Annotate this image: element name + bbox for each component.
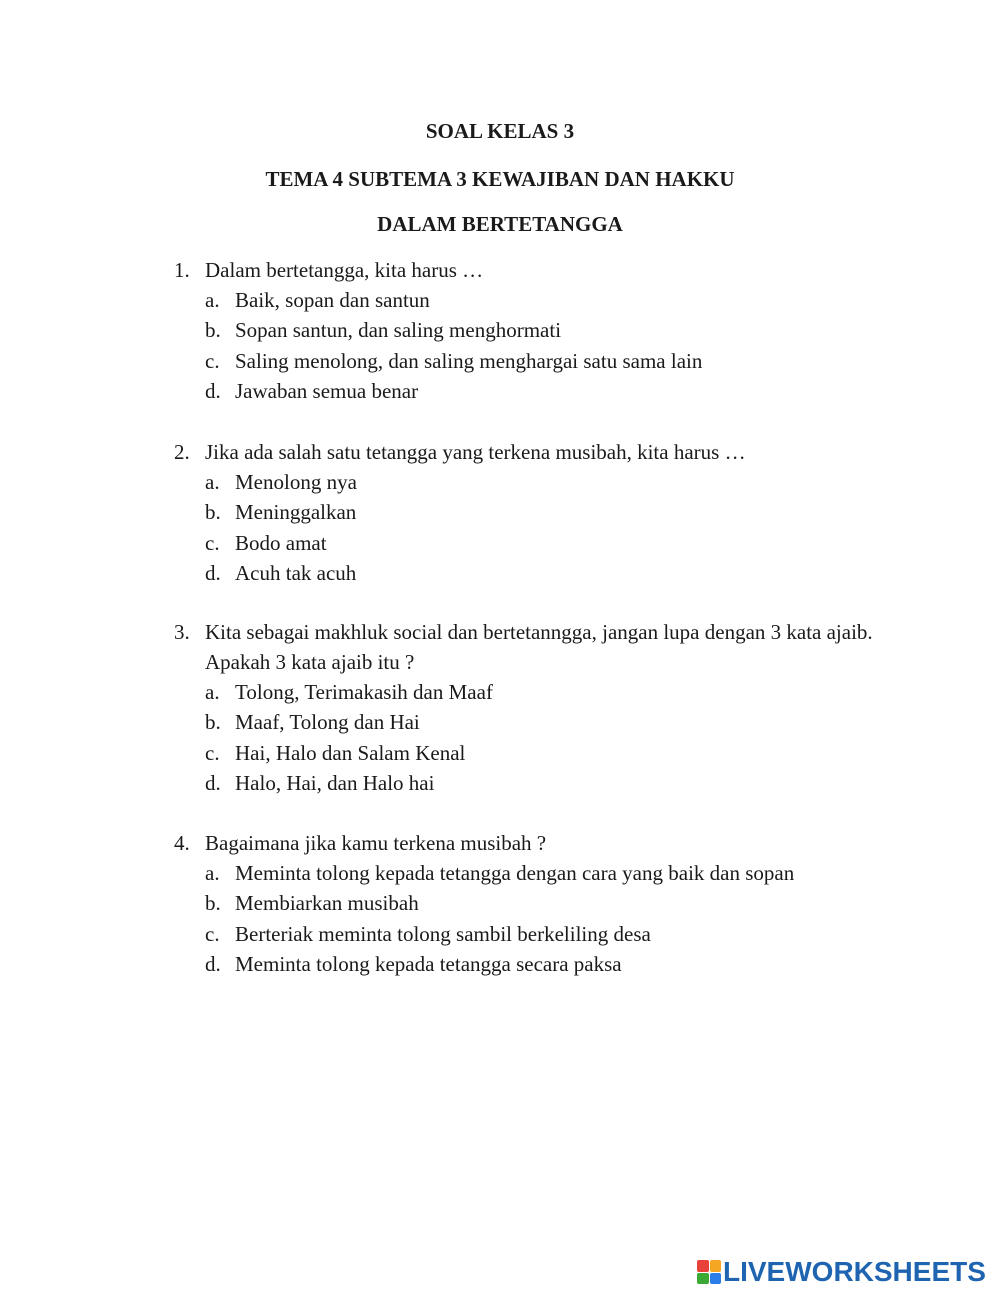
option-c[interactable] bbox=[174, 919, 904, 949]
option-text: Acuh tak acuh bbox=[235, 560, 357, 585]
option-a[interactable] bbox=[174, 467, 904, 497]
logo-square-2 bbox=[710, 1260, 722, 1272]
option-a[interactable] bbox=[174, 858, 904, 888]
liveworksheets-logo-icon bbox=[697, 1260, 721, 1284]
option-c[interactable] bbox=[174, 528, 904, 558]
option-d[interactable] bbox=[174, 558, 904, 588]
option-text: Halo, Hai, dan Halo hai bbox=[235, 770, 435, 795]
option-letter: c. bbox=[205, 348, 220, 373]
logo-square-1 bbox=[697, 1260, 709, 1272]
option-letter: a. bbox=[205, 861, 220, 885]
option-d[interactable] bbox=[174, 376, 904, 406]
option-text: Baik, sopan dan santun bbox=[235, 288, 430, 312]
logo-square-4 bbox=[710, 1273, 722, 1285]
logo-square-3 bbox=[697, 1273, 709, 1285]
option-text: Meminta tolong kepada tetangga secara paksa bbox=[235, 951, 622, 976]
option-letter: c. bbox=[205, 740, 220, 765]
question-number: 2. bbox=[174, 440, 190, 464]
option-letter: d. bbox=[205, 378, 221, 403]
question-2 bbox=[174, 437, 904, 588]
option-letter: d. bbox=[205, 951, 221, 976]
option-list bbox=[174, 467, 904, 588]
option-a[interactable] bbox=[174, 677, 904, 707]
question-4 bbox=[174, 828, 904, 979]
option-text: Maaf, Tolong dan Hai bbox=[235, 710, 420, 735]
option-text: Hai, Halo dan Salam Kenal bbox=[235, 740, 466, 765]
page-title: SOAL KELAS 3 bbox=[425, 119, 575, 143]
option-c[interactable] bbox=[174, 346, 904, 376]
option-text: Sopan santun, dan saling menghormati bbox=[235, 318, 562, 343]
option-text: Jawaban semua benar bbox=[235, 378, 419, 403]
option-d[interactable] bbox=[174, 768, 904, 798]
option-a[interactable] bbox=[174, 285, 904, 315]
option-list bbox=[174, 285, 904, 406]
option-text: Meninggalkan bbox=[235, 500, 357, 525]
option-text: Tolong, Terimakasih dan Maaf bbox=[235, 680, 493, 704]
question-text: Dalam bertetangga, kita harus … bbox=[205, 258, 484, 282]
liveworksheets-logo-text: LIVEWORKSHEETS bbox=[723, 1256, 986, 1287]
question-3 bbox=[174, 617, 904, 798]
option-list bbox=[174, 858, 904, 979]
option-text: Menolong nya bbox=[235, 470, 357, 494]
option-letter: c. bbox=[205, 530, 220, 555]
option-text: Bodo amat bbox=[235, 530, 327, 555]
option-text: Berteriak meminta tolong sambil berkeliling desa bbox=[235, 921, 651, 946]
page-subtitle-line2: DALAM BERTETANGGA bbox=[377, 212, 623, 236]
question-number: 4. bbox=[174, 831, 190, 855]
option-letter: b. bbox=[205, 710, 221, 735]
question-number: 1. bbox=[174, 258, 190, 282]
option-letter: a. bbox=[205, 470, 220, 494]
question-number: 3. bbox=[174, 620, 190, 644]
question-text: Kita sebagai makhluk social dan bertetanngga, jangan lupa dengan 3 kata ajaib. Apakah 3 kata ajaib itu ? bbox=[205, 620, 873, 674]
option-letter: d. bbox=[205, 560, 221, 585]
option-text: Membiarkan musibah bbox=[235, 891, 419, 916]
question-text: Jika ada salah satu tetangga yang terkena musibah, kita harus … bbox=[205, 440, 746, 464]
question-1 bbox=[174, 255, 904, 406]
option-text: Saling menolong, dan saling menghargai satu sama lain bbox=[235, 348, 703, 373]
option-b[interactable] bbox=[174, 315, 904, 345]
option-letter: a. bbox=[205, 288, 220, 312]
option-text: Meminta tolong kepada tetangga dengan cara yang baik dan sopan bbox=[235, 861, 795, 885]
option-list bbox=[174, 677, 904, 798]
option-c[interactable] bbox=[174, 738, 904, 768]
option-b[interactable] bbox=[174, 497, 904, 527]
liveworksheets-logo bbox=[697, 1257, 986, 1287]
option-b[interactable] bbox=[174, 888, 904, 918]
option-letter: b. bbox=[205, 891, 221, 916]
option-letter: b. bbox=[205, 318, 221, 343]
option-letter: c. bbox=[205, 921, 220, 946]
option-d[interactable] bbox=[174, 949, 904, 979]
question-text: Bagaimana jika kamu terkena musibah ? bbox=[205, 831, 547, 855]
option-letter: a. bbox=[205, 680, 220, 704]
option-b[interactable] bbox=[174, 707, 904, 737]
page-subtitle-line1: TEMA 4 SUBTEMA 3 KEWAJIBAN DAN HAKKU bbox=[265, 167, 735, 191]
option-letter: b. bbox=[205, 500, 221, 525]
option-letter: d. bbox=[205, 770, 221, 795]
